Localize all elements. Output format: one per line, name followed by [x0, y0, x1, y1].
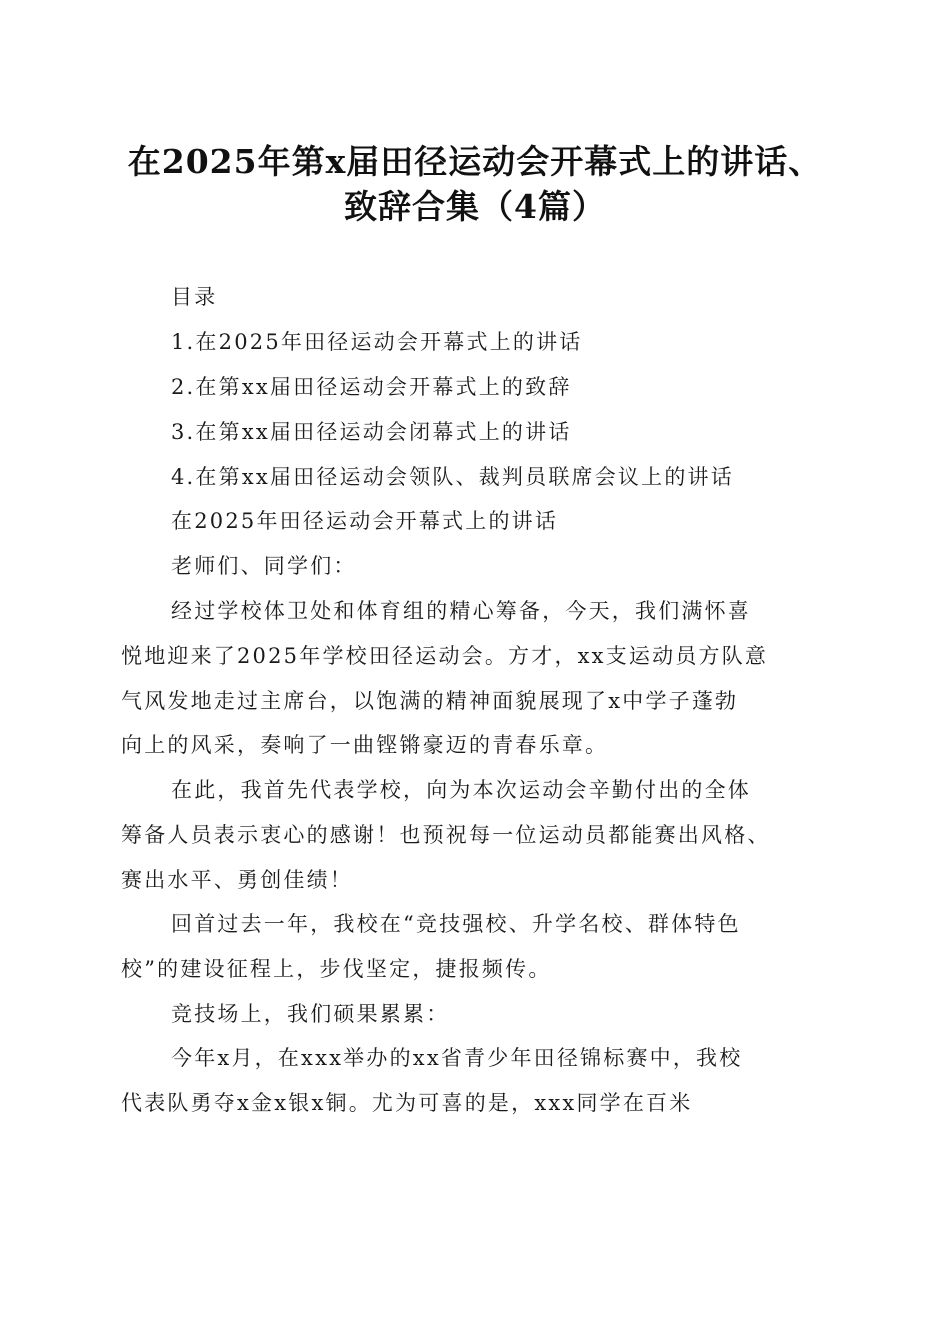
- body-line: 在此，我首先代表学校，向为本次运动会辛勤付出的全体: [171, 778, 751, 802]
- body-line: 代表队勇夺x金x银x铜。尤为可喜的是，xxx同学在百米: [121, 1091, 693, 1115]
- body-line: 经过学校体卫处和体育组的精心筹备，今天，我们满怀喜: [171, 599, 751, 623]
- section-title: 在2025年田径运动会开幕式上的讲话: [171, 509, 559, 533]
- document-title-line-2: 致辞合集（4篇）: [344, 187, 606, 226]
- body-line: 向上的风采，奏响了一曲铿锵豪迈的青春乐章。: [121, 733, 609, 757]
- toc-item-1: 1.在2025年田径运动会开幕式上的讲话: [171, 330, 583, 354]
- body-line: 校”的建设征程上，步伐坚定，捷报频传。: [121, 957, 552, 981]
- body-line: 筹备人员表示衷心的感谢！也预祝每一位运动员都能赛出风格、: [121, 823, 771, 847]
- toc-heading: 目录: [171, 285, 218, 309]
- document-title-line-1: 在2025年第x届田径运动会开幕式上的讲话、: [127, 142, 823, 181]
- body-line: 赛出水平、勇创佳绩！: [121, 868, 353, 892]
- body-line: 悦地迎来了2025年学校田径运动会。方才，xx支运动员方队意: [121, 644, 769, 668]
- body-line: 今年x月，在xxx举办的xx省青少年田径锦标赛中，我校: [171, 1046, 743, 1070]
- toc-item-2: 2.在第xx届田径运动会开幕式上的致辞: [171, 375, 572, 399]
- toc-item-3: 3.在第xx届田径运动会闭幕式上的讲话: [171, 420, 572, 444]
- body-line: 竞技场上，我们硕果累累：: [171, 1002, 450, 1026]
- body-line: 气风发地走过主席台，以饱满的精神面貌展现了x中学子蓬勃: [121, 689, 739, 713]
- body-line: 回首过去一年，我校在“竞技强校、升学名校、群体特色: [171, 912, 741, 936]
- salutation: 老师们、同学们：: [171, 554, 357, 578]
- toc-item-4: 4.在第xx届田径运动会领队、裁判员联席会议上的讲话: [171, 465, 734, 489]
